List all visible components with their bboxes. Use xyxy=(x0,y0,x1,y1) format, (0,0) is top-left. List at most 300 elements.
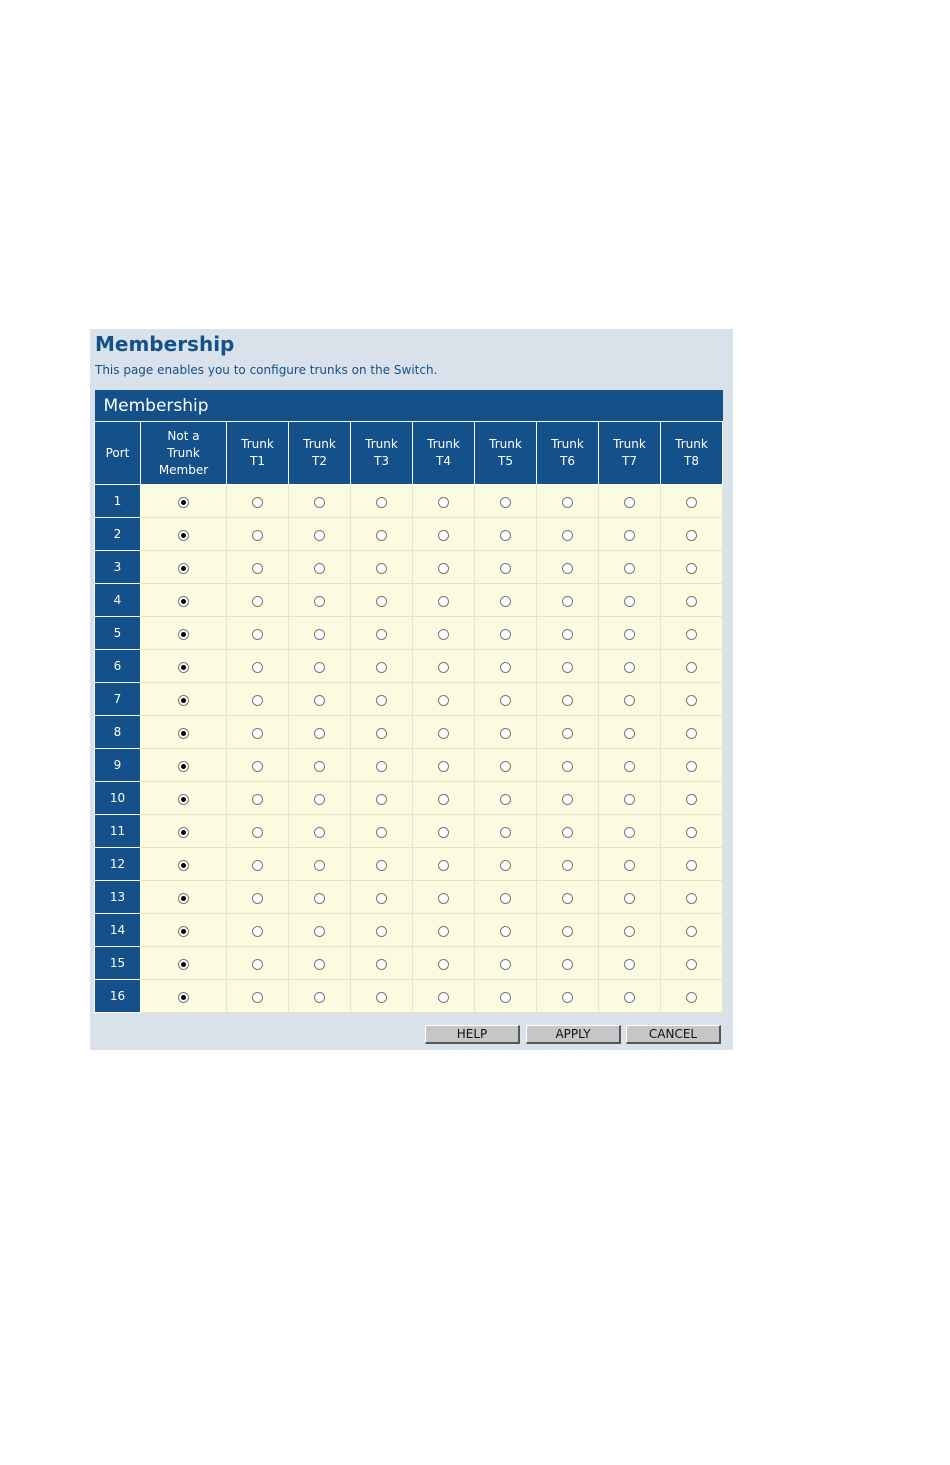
radio-cell xyxy=(661,815,723,848)
trunk-t1-radio[interactable] xyxy=(252,629,263,640)
trunk-t4-radio[interactable] xyxy=(438,794,449,805)
radio-cell xyxy=(537,749,599,782)
trunk-t4-radio[interactable] xyxy=(438,992,449,1003)
not-trunk-member-radio[interactable] xyxy=(178,860,189,871)
port-number: 6 xyxy=(95,650,141,683)
not-trunk-member-radio[interactable] xyxy=(178,563,189,574)
radio-cell xyxy=(227,551,289,584)
radio-cell xyxy=(227,683,289,716)
radio-cell xyxy=(141,716,227,749)
column-header-line: T2 xyxy=(312,454,327,468)
radio-cell xyxy=(289,848,351,881)
radio-cell xyxy=(227,848,289,881)
trunk-t3-radio[interactable] xyxy=(376,860,387,871)
trunk-t2-radio[interactable] xyxy=(314,497,325,508)
radio-cell xyxy=(227,518,289,551)
radio-cell xyxy=(141,518,227,551)
not-trunk-member-radio[interactable] xyxy=(178,728,189,739)
radio-cell xyxy=(599,617,661,650)
port-number: 11 xyxy=(95,815,141,848)
trunk-t1-radio[interactable] xyxy=(252,992,263,1003)
trunk-t4-radio[interactable] xyxy=(438,761,449,772)
trunk-t8-radio[interactable] xyxy=(686,860,697,871)
not-trunk-member-radio[interactable] xyxy=(178,695,189,706)
radio-cell xyxy=(537,551,599,584)
radio-cell xyxy=(351,650,413,683)
trunk-t8-radio[interactable] xyxy=(686,497,697,508)
trunk-t1-radio[interactable] xyxy=(252,827,263,838)
radio-cell xyxy=(413,914,475,947)
trunk-t4-radio[interactable] xyxy=(438,629,449,640)
port-number: 13 xyxy=(95,881,141,914)
radio-cell xyxy=(289,650,351,683)
radio-cell xyxy=(227,881,289,914)
radio-cell xyxy=(289,617,351,650)
radio-cell xyxy=(599,584,661,617)
radio-cell xyxy=(475,782,537,815)
page-description: This page enables you to configure trunks on the Switch. xyxy=(95,363,438,377)
radio-cell xyxy=(475,914,537,947)
trunk-t1-radio[interactable] xyxy=(252,530,263,541)
trunk-t7-radio[interactable] xyxy=(624,629,635,640)
trunk-t7-radio[interactable] xyxy=(624,959,635,970)
radio-cell xyxy=(599,518,661,551)
trunk-t2-radio[interactable] xyxy=(314,926,325,937)
trunk-t2-radio[interactable] xyxy=(314,893,325,904)
trunk-t3-radio[interactable] xyxy=(376,794,387,805)
trunk-t4-radio[interactable] xyxy=(438,497,449,508)
port-number: 10 xyxy=(95,782,141,815)
radio-cell xyxy=(351,584,413,617)
radio-cell xyxy=(475,683,537,716)
radio-cell xyxy=(599,947,661,980)
trunk-t1-radio[interactable] xyxy=(252,563,263,574)
trunk-t3-radio[interactable] xyxy=(376,563,387,574)
trunk-t6-radio[interactable] xyxy=(562,860,573,871)
radio-cell xyxy=(227,749,289,782)
trunk-t2-radio[interactable] xyxy=(314,728,325,739)
radio-cell xyxy=(351,518,413,551)
table-row xyxy=(95,815,723,848)
trunk-t4-radio[interactable] xyxy=(438,530,449,541)
port-number: 14 xyxy=(95,914,141,947)
trunk-t1-radio[interactable] xyxy=(252,926,263,937)
trunk-t4-radio[interactable] xyxy=(438,926,449,937)
column-header-line: Trunk xyxy=(489,437,522,451)
trunk-t6-radio[interactable] xyxy=(562,893,573,904)
column-header-line: Trunk xyxy=(675,437,708,451)
trunk-t5-radio[interactable] xyxy=(500,629,511,640)
trunk-t7-radio[interactable] xyxy=(624,563,635,574)
radio-cell xyxy=(413,716,475,749)
trunk-t2-radio[interactable] xyxy=(314,959,325,970)
radio-cell xyxy=(351,815,413,848)
column-header-line: T7 xyxy=(622,454,637,468)
table-row xyxy=(95,947,723,980)
trunk-t4-radio[interactable] xyxy=(438,893,449,904)
trunk-t4-radio[interactable] xyxy=(438,827,449,838)
column-header-port xyxy=(95,422,141,485)
radio-cell xyxy=(661,650,723,683)
cancel-button[interactable]: CANCEL xyxy=(626,1025,721,1044)
radio-cell xyxy=(537,617,599,650)
table-row xyxy=(95,683,723,716)
radio-cell xyxy=(141,617,227,650)
trunk-t2-radio[interactable] xyxy=(314,794,325,805)
radio-cell xyxy=(413,947,475,980)
table-row xyxy=(95,980,723,1013)
column-header-line: Trunk xyxy=(241,437,274,451)
column-header-trunk-t2 xyxy=(289,422,351,485)
trunk-t8-radio[interactable] xyxy=(686,563,697,574)
column-header-line: T1 xyxy=(250,454,265,468)
trunk-t7-radio[interactable] xyxy=(624,992,635,1003)
column-header-trunk-t4 xyxy=(413,422,475,485)
trunk-t8-radio[interactable] xyxy=(686,959,697,970)
not-trunk-member-radio[interactable] xyxy=(178,530,189,541)
trunk-t6-radio[interactable] xyxy=(562,596,573,607)
trunk-t1-radio[interactable] xyxy=(252,959,263,970)
table-row xyxy=(95,650,723,683)
trunk-t7-radio[interactable] xyxy=(624,893,635,904)
trunk-t8-radio[interactable] xyxy=(686,530,697,541)
radio-cell xyxy=(661,716,723,749)
trunk-t7-radio[interactable] xyxy=(624,761,635,772)
trunk-t7-radio[interactable] xyxy=(624,794,635,805)
radio-cell xyxy=(661,551,723,584)
trunk-t7-radio[interactable] xyxy=(624,530,635,541)
not-trunk-member-radio[interactable] xyxy=(178,893,189,904)
trunk-t5-radio[interactable] xyxy=(500,860,511,871)
trunk-t3-radio[interactable] xyxy=(376,926,387,937)
trunk-t4-radio[interactable] xyxy=(438,728,449,739)
not-trunk-member-radio[interactable] xyxy=(178,827,189,838)
column-header-line: Trunk xyxy=(427,437,460,451)
radio-cell xyxy=(599,815,661,848)
port-number: 16 xyxy=(95,980,141,1013)
trunk-t8-radio[interactable] xyxy=(686,992,697,1003)
trunk-t2-radio[interactable] xyxy=(314,596,325,607)
trunk-t8-radio[interactable] xyxy=(686,596,697,607)
column-header-line: Trunk xyxy=(551,437,584,451)
column-header-trunk-t5 xyxy=(475,422,537,485)
not-trunk-member-radio[interactable] xyxy=(178,959,189,970)
trunk-t5-radio[interactable] xyxy=(500,893,511,904)
trunk-t1-radio[interactable] xyxy=(252,860,263,871)
radio-cell xyxy=(289,782,351,815)
trunk-t5-radio[interactable] xyxy=(500,497,511,508)
trunk-t1-radio[interactable] xyxy=(252,761,263,772)
radio-cell xyxy=(475,584,537,617)
trunk-t7-radio[interactable] xyxy=(624,926,635,937)
radio-cell xyxy=(413,617,475,650)
trunk-t5-radio[interactable] xyxy=(500,695,511,706)
trunk-t8-radio[interactable] xyxy=(686,695,697,706)
trunk-t5-radio[interactable] xyxy=(500,992,511,1003)
trunk-t6-radio[interactable] xyxy=(562,926,573,937)
table-row xyxy=(95,914,723,947)
column-header-row xyxy=(95,422,723,485)
table-row xyxy=(95,749,723,782)
radio-cell xyxy=(351,848,413,881)
trunk-t2-radio[interactable] xyxy=(314,860,325,871)
table-row xyxy=(95,584,723,617)
trunk-t3-radio[interactable] xyxy=(376,629,387,640)
column-header-line: Member xyxy=(158,462,209,477)
trunk-t7-radio[interactable] xyxy=(624,728,635,739)
radio-cell xyxy=(351,683,413,716)
trunk-t2-radio[interactable] xyxy=(314,761,325,772)
radio-cell xyxy=(599,881,661,914)
trunk-t3-radio[interactable] xyxy=(376,893,387,904)
trunk-t3-radio[interactable] xyxy=(376,761,387,772)
trunk-t5-radio[interactable] xyxy=(500,563,511,574)
radio-cell xyxy=(599,485,661,518)
trunk-t2-radio[interactable] xyxy=(314,530,325,541)
trunk-t6-radio[interactable] xyxy=(562,530,573,541)
radio-cell xyxy=(141,485,227,518)
radio-cell xyxy=(413,749,475,782)
trunk-t5-radio[interactable] xyxy=(500,761,511,772)
trunk-t8-radio[interactable] xyxy=(686,761,697,772)
radio-cell xyxy=(227,914,289,947)
radio-cell xyxy=(227,980,289,1013)
radio-cell xyxy=(413,485,475,518)
trunk-t4-radio[interactable] xyxy=(438,662,449,673)
membership-table xyxy=(94,390,723,1013)
column-header-line: Port xyxy=(105,445,130,460)
trunk-t6-radio[interactable] xyxy=(562,662,573,673)
trunk-t6-radio[interactable] xyxy=(562,827,573,838)
trunk-t5-radio[interactable] xyxy=(500,596,511,607)
not-trunk-member-radio[interactable] xyxy=(178,629,189,640)
radio-cell xyxy=(599,683,661,716)
port-number: 1 xyxy=(95,485,141,518)
trunk-t6-radio[interactable] xyxy=(562,794,573,805)
radio-cell xyxy=(475,518,537,551)
trunk-t3-radio[interactable] xyxy=(376,827,387,838)
trunk-t3-radio[interactable] xyxy=(376,662,387,673)
radio-cell xyxy=(537,914,599,947)
not-trunk-member-radio[interactable] xyxy=(178,794,189,805)
column-header-trunk-t6 xyxy=(537,422,599,485)
radio-cell xyxy=(475,617,537,650)
radio-cell xyxy=(289,914,351,947)
trunk-t6-radio[interactable] xyxy=(562,497,573,508)
column-header-line: Trunk xyxy=(613,437,646,451)
not-trunk-member-radio[interactable] xyxy=(178,926,189,937)
radio-cell xyxy=(413,848,475,881)
trunk-t3-radio[interactable] xyxy=(376,992,387,1003)
trunk-t6-radio[interactable] xyxy=(562,563,573,574)
radio-cell xyxy=(475,980,537,1013)
trunk-t7-radio[interactable] xyxy=(624,827,635,838)
trunk-t5-radio[interactable] xyxy=(500,827,511,838)
radio-cell xyxy=(599,650,661,683)
trunk-t5-radio[interactable] xyxy=(500,794,511,805)
radio-cell xyxy=(351,914,413,947)
trunk-t7-radio[interactable] xyxy=(624,497,635,508)
help-button[interactable]: HELP xyxy=(425,1025,520,1044)
trunk-t6-radio[interactable] xyxy=(562,695,573,706)
radio-cell xyxy=(351,551,413,584)
radio-cell xyxy=(351,782,413,815)
radio-cell xyxy=(475,749,537,782)
radio-cell xyxy=(227,617,289,650)
radio-cell xyxy=(351,947,413,980)
trunk-t6-radio[interactable] xyxy=(562,761,573,772)
radio-cell xyxy=(141,881,227,914)
radio-cell xyxy=(227,485,289,518)
radio-cell xyxy=(661,683,723,716)
port-number: 3 xyxy=(95,551,141,584)
trunk-t8-radio[interactable] xyxy=(686,662,697,673)
radio-cell xyxy=(141,815,227,848)
trunk-t8-radio[interactable] xyxy=(686,794,697,805)
radio-cell xyxy=(537,716,599,749)
radio-cell xyxy=(661,749,723,782)
radio-cell xyxy=(599,782,661,815)
trunk-t2-radio[interactable] xyxy=(314,563,325,574)
radio-cell xyxy=(227,815,289,848)
not-trunk-member-radio[interactable] xyxy=(178,761,189,772)
trunk-t1-radio[interactable] xyxy=(252,728,263,739)
radio-cell xyxy=(413,650,475,683)
trunk-t7-radio[interactable] xyxy=(624,662,635,673)
trunk-t3-radio[interactable] xyxy=(376,959,387,970)
trunk-t8-radio[interactable] xyxy=(686,827,697,838)
not-trunk-member-radio[interactable] xyxy=(178,662,189,673)
trunk-t6-radio[interactable] xyxy=(562,629,573,640)
trunk-t5-radio[interactable] xyxy=(500,959,511,970)
radio-cell xyxy=(289,749,351,782)
radio-cell xyxy=(537,947,599,980)
radio-cell xyxy=(227,650,289,683)
trunk-t8-radio[interactable] xyxy=(686,728,697,739)
trunk-t1-radio[interactable] xyxy=(252,596,263,607)
radio-cell xyxy=(413,782,475,815)
trunk-t3-radio[interactable] xyxy=(376,530,387,541)
trunk-t5-radio[interactable] xyxy=(500,662,511,673)
column-header-line: T6 xyxy=(560,454,575,468)
trunk-t1-radio[interactable] xyxy=(252,695,263,706)
radio-cell xyxy=(289,980,351,1013)
trunk-t5-radio[interactable] xyxy=(500,926,511,937)
membership-panel xyxy=(90,329,733,1050)
trunk-t4-radio[interactable] xyxy=(438,959,449,970)
radio-cell xyxy=(661,617,723,650)
column-header-trunk-t7 xyxy=(599,422,661,485)
radio-cell xyxy=(599,749,661,782)
port-number: 8 xyxy=(95,716,141,749)
radio-cell xyxy=(141,551,227,584)
trunk-t3-radio[interactable] xyxy=(376,497,387,508)
radio-cell xyxy=(599,551,661,584)
trunk-t3-radio[interactable] xyxy=(376,695,387,706)
radio-cell xyxy=(661,584,723,617)
trunk-t5-radio[interactable] xyxy=(500,728,511,739)
radio-cell xyxy=(475,947,537,980)
trunk-t4-radio[interactable] xyxy=(438,860,449,871)
column-header-line: Trunk xyxy=(303,437,336,451)
trunk-t6-radio[interactable] xyxy=(562,728,573,739)
radio-cell xyxy=(537,650,599,683)
trunk-t3-radio[interactable] xyxy=(376,596,387,607)
table-row xyxy=(95,782,723,815)
radio-cell xyxy=(599,980,661,1013)
column-header-trunk-t1 xyxy=(227,422,289,485)
not-trunk-member-radio[interactable] xyxy=(178,497,189,508)
radio-cell xyxy=(141,584,227,617)
trunk-t8-radio[interactable] xyxy=(686,629,697,640)
trunk-t1-radio[interactable] xyxy=(252,794,263,805)
trunk-t2-radio[interactable] xyxy=(314,827,325,838)
radio-cell xyxy=(537,881,599,914)
column-header-trunk-t8 xyxy=(661,422,723,485)
trunk-t4-radio[interactable] xyxy=(438,695,449,706)
radio-cell xyxy=(413,815,475,848)
radio-cell xyxy=(475,485,537,518)
radio-cell xyxy=(141,650,227,683)
trunk-t6-radio[interactable] xyxy=(562,992,573,1003)
radio-cell xyxy=(289,716,351,749)
trunk-t5-radio[interactable] xyxy=(500,530,511,541)
trunk-t7-radio[interactable] xyxy=(624,695,635,706)
radio-cell xyxy=(661,782,723,815)
trunk-t3-radio[interactable] xyxy=(376,728,387,739)
trunk-t4-radio[interactable] xyxy=(438,596,449,607)
trunk-t2-radio[interactable] xyxy=(314,992,325,1003)
radio-cell xyxy=(475,815,537,848)
trunk-t1-radio[interactable] xyxy=(252,893,263,904)
trunk-t1-radio[interactable] xyxy=(252,662,263,673)
table-section-title: Membership xyxy=(95,390,723,422)
port-number: 12 xyxy=(95,848,141,881)
radio-cell xyxy=(537,518,599,551)
radio-cell xyxy=(537,782,599,815)
trunk-t8-radio[interactable] xyxy=(686,926,697,937)
radio-cell xyxy=(289,551,351,584)
trunk-t8-radio[interactable] xyxy=(686,893,697,904)
radio-cell xyxy=(537,848,599,881)
not-trunk-member-radio[interactable] xyxy=(178,992,189,1003)
table-row xyxy=(95,848,723,881)
radio-cell xyxy=(351,716,413,749)
radio-cell xyxy=(227,716,289,749)
trunk-t7-radio[interactable] xyxy=(624,860,635,871)
trunk-t1-radio[interactable] xyxy=(252,497,263,508)
trunk-t4-radio[interactable] xyxy=(438,563,449,574)
not-trunk-member-radio[interactable] xyxy=(178,596,189,607)
trunk-t2-radio[interactable] xyxy=(314,695,325,706)
table-row xyxy=(95,551,723,584)
radio-cell xyxy=(351,980,413,1013)
trunk-t6-radio[interactable] xyxy=(562,959,573,970)
radio-cell xyxy=(351,749,413,782)
radio-cell xyxy=(289,518,351,551)
radio-cell xyxy=(413,584,475,617)
trunk-t2-radio[interactable] xyxy=(314,629,325,640)
radio-cell xyxy=(289,881,351,914)
apply-button[interactable]: APPLY xyxy=(526,1025,621,1044)
radio-cell xyxy=(141,980,227,1013)
radio-cell xyxy=(351,485,413,518)
radio-cell xyxy=(289,815,351,848)
radio-cell xyxy=(413,683,475,716)
port-number: 5 xyxy=(95,617,141,650)
trunk-t2-radio[interactable] xyxy=(314,662,325,673)
trunk-t7-radio[interactable] xyxy=(624,596,635,607)
